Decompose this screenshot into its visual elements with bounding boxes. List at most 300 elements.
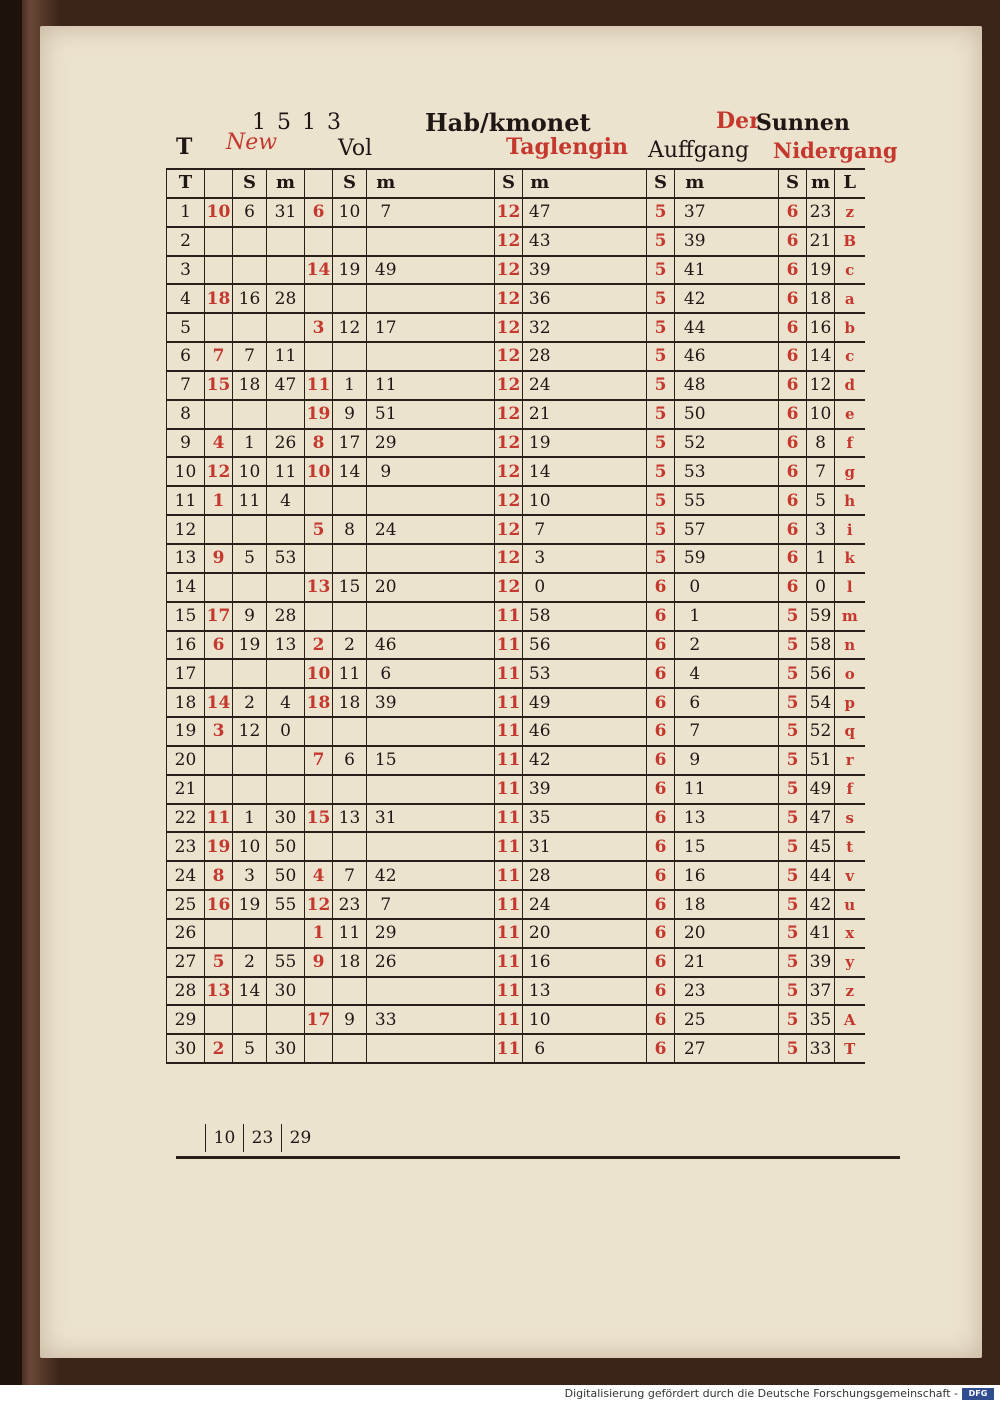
new-heading: New <box>226 130 278 155</box>
value-cell: 30 <box>267 1034 305 1063</box>
value-cell <box>267 227 305 256</box>
day-cell: 15 <box>167 602 205 631</box>
value-cell: 11 <box>305 371 333 400</box>
spacer-cell <box>715 515 779 544</box>
value-cell <box>305 977 333 1006</box>
table-row <box>167 804 865 833</box>
value-cell: 11 <box>495 631 523 660</box>
value-cell: 6 <box>647 775 675 804</box>
value-cell: 12 <box>333 313 367 342</box>
value-cell <box>233 256 267 285</box>
value-cell: 5 <box>779 919 807 948</box>
value-cell: 21 <box>523 400 557 429</box>
value-cell: 15 <box>675 832 715 861</box>
table-row <box>167 429 865 458</box>
value-cell: 57 <box>675 515 715 544</box>
totals-cell: 29 <box>281 1124 319 1152</box>
spacer-cell <box>405 717 495 746</box>
value-cell <box>367 342 405 371</box>
value-cell <box>233 775 267 804</box>
value-cell: 1 <box>205 486 233 515</box>
value-cell: 5 <box>779 631 807 660</box>
value-cell <box>333 602 367 631</box>
value-cell: 42 <box>675 284 715 313</box>
header-cell: S <box>647 169 675 198</box>
value-cell: 6 <box>523 1034 557 1063</box>
value-cell: 52 <box>675 429 715 458</box>
letter-cell: r <box>835 746 865 775</box>
value-cell: 11 <box>495 717 523 746</box>
value-cell <box>333 977 367 1006</box>
value-cell <box>233 400 267 429</box>
value-cell: 33 <box>367 1005 405 1034</box>
value-cell: 56 <box>807 659 835 688</box>
value-cell: 0 <box>267 717 305 746</box>
value-cell <box>305 717 333 746</box>
spacer-cell <box>715 198 779 227</box>
value-cell: 39 <box>675 227 715 256</box>
value-cell <box>205 227 233 256</box>
letter-cell: c <box>835 342 865 371</box>
value-cell: 6 <box>647 919 675 948</box>
value-cell: 2 <box>333 631 367 660</box>
value-cell: 5 <box>779 832 807 861</box>
day-cell: 20 <box>167 746 205 775</box>
spacer-cell <box>405 977 495 1006</box>
value-cell: 4 <box>267 486 305 515</box>
spacer-cell <box>405 515 495 544</box>
spacer-cell <box>405 631 495 660</box>
value-cell: 12 <box>495 227 523 256</box>
spacer-cell <box>405 256 495 285</box>
day-cell: 23 <box>167 832 205 861</box>
value-cell: 47 <box>523 198 557 227</box>
day-cell: 18 <box>167 688 205 717</box>
value-cell: 8 <box>305 429 333 458</box>
spacer-cell <box>557 717 647 746</box>
value-cell: 49 <box>367 256 405 285</box>
table-row <box>167 486 865 515</box>
spacer-cell <box>557 198 647 227</box>
value-cell: 55 <box>675 486 715 515</box>
value-cell <box>205 515 233 544</box>
header-cell <box>715 169 779 198</box>
value-cell: 5 <box>205 948 233 977</box>
letter-cell: l <box>835 573 865 602</box>
spacer-cell <box>715 573 779 602</box>
value-cell: 30 <box>267 804 305 833</box>
day-cell: 26 <box>167 919 205 948</box>
value-cell <box>267 775 305 804</box>
der-heading: Der <box>716 108 761 134</box>
table-row <box>167 457 865 486</box>
value-cell: 7 <box>305 746 333 775</box>
value-cell: 7 <box>807 457 835 486</box>
value-cell: 18 <box>675 890 715 919</box>
value-cell: 11 <box>233 486 267 515</box>
value-cell: 14 <box>333 457 367 486</box>
table-row <box>167 515 865 544</box>
day-cell: 14 <box>167 573 205 602</box>
value-cell: 6 <box>647 804 675 833</box>
value-cell <box>367 832 405 861</box>
value-cell: 12 <box>495 313 523 342</box>
value-cell <box>333 342 367 371</box>
value-cell: 47 <box>267 371 305 400</box>
spacer-cell <box>557 1005 647 1034</box>
value-cell: 20 <box>367 573 405 602</box>
spacer-cell <box>557 284 647 313</box>
value-cell: 18 <box>333 688 367 717</box>
value-cell: 37 <box>807 977 835 1006</box>
value-cell: 6 <box>779 284 807 313</box>
calendar-table <box>166 168 865 1064</box>
spacer-cell <box>715 1034 779 1063</box>
value-cell: 18 <box>305 688 333 717</box>
spacer-cell <box>405 284 495 313</box>
value-cell: 6 <box>779 227 807 256</box>
value-cell: 5 <box>305 515 333 544</box>
value-cell: 31 <box>367 804 405 833</box>
letter-cell: h <box>835 486 865 515</box>
value-cell <box>233 573 267 602</box>
value-cell <box>305 486 333 515</box>
value-cell: 17 <box>305 1005 333 1034</box>
spacer-cell <box>405 313 495 342</box>
value-cell: 6 <box>779 400 807 429</box>
value-cell: 11 <box>495 602 523 631</box>
day-cell: 25 <box>167 890 205 919</box>
value-cell: 51 <box>367 400 405 429</box>
value-cell <box>267 659 305 688</box>
value-cell: 5 <box>779 717 807 746</box>
header-cell: m <box>367 169 405 198</box>
totals-row <box>205 1124 319 1152</box>
year-heading: 1 5 1 3 <box>252 110 343 135</box>
value-cell: 17 <box>367 313 405 342</box>
letter-cell: b <box>835 313 865 342</box>
value-cell: 16 <box>675 861 715 890</box>
table-row <box>167 1005 865 1034</box>
value-cell: 8 <box>807 429 835 458</box>
spacer-cell <box>405 890 495 919</box>
table-row <box>167 256 865 285</box>
value-cell: 49 <box>523 688 557 717</box>
spacer-cell <box>557 371 647 400</box>
table-row <box>167 1034 865 1063</box>
value-cell: 12 <box>495 486 523 515</box>
value-cell <box>333 832 367 861</box>
value-cell: 23 <box>807 198 835 227</box>
value-cell: 28 <box>523 861 557 890</box>
value-cell: 19 <box>807 256 835 285</box>
value-cell: 39 <box>523 256 557 285</box>
value-cell <box>333 227 367 256</box>
day-cell: 7 <box>167 371 205 400</box>
spacer-cell <box>557 544 647 573</box>
value-cell: 15 <box>333 573 367 602</box>
value-cell: 11 <box>495 746 523 775</box>
value-cell: 12 <box>205 457 233 486</box>
spacer-cell <box>557 688 647 717</box>
value-cell <box>367 544 405 573</box>
value-cell: 18 <box>333 948 367 977</box>
table-row <box>167 861 865 890</box>
value-cell: 31 <box>267 198 305 227</box>
letter-cell: c <box>835 256 865 285</box>
value-cell: 53 <box>523 659 557 688</box>
value-cell <box>205 256 233 285</box>
value-cell: 7 <box>233 342 267 371</box>
value-cell: 12 <box>495 573 523 602</box>
value-cell: 6 <box>647 890 675 919</box>
value-cell: 49 <box>807 775 835 804</box>
value-cell: 12 <box>495 198 523 227</box>
value-cell: 15 <box>367 746 405 775</box>
spacer-cell <box>715 688 779 717</box>
value-cell <box>205 919 233 948</box>
value-cell: 9 <box>367 457 405 486</box>
value-cell: 3 <box>305 313 333 342</box>
value-cell: 8 <box>205 861 233 890</box>
spacer-cell <box>715 717 779 746</box>
value-cell: 36 <box>523 284 557 313</box>
value-cell: 2 <box>305 631 333 660</box>
spacer-cell <box>405 342 495 371</box>
day-cell: 13 <box>167 544 205 573</box>
table-row <box>167 631 865 660</box>
spacer-cell <box>557 342 647 371</box>
value-cell <box>205 400 233 429</box>
value-cell: 6 <box>647 631 675 660</box>
totals-cell: 23 <box>243 1124 281 1152</box>
day-cell: 1 <box>167 198 205 227</box>
value-cell: 12 <box>233 717 267 746</box>
value-cell: 11 <box>495 1005 523 1034</box>
spacer-cell <box>715 832 779 861</box>
value-cell: 5 <box>779 746 807 775</box>
value-cell <box>305 284 333 313</box>
letter-cell: s <box>835 804 865 833</box>
value-cell: 19 <box>333 256 367 285</box>
day-cell: 30 <box>167 1034 205 1063</box>
value-cell: 53 <box>675 457 715 486</box>
value-cell: 16 <box>233 284 267 313</box>
spacer-cell <box>557 573 647 602</box>
value-cell: 16 <box>807 313 835 342</box>
value-cell: 5 <box>779 775 807 804</box>
value-cell: 16 <box>205 890 233 919</box>
spacer-cell <box>557 256 647 285</box>
value-cell: 23 <box>333 890 367 919</box>
value-cell: 5 <box>647 227 675 256</box>
value-cell: 6 <box>779 198 807 227</box>
table-row <box>167 717 865 746</box>
value-cell <box>205 1005 233 1034</box>
value-cell: 11 <box>333 659 367 688</box>
value-cell: 5 <box>647 342 675 371</box>
letter-cell: o <box>835 659 865 688</box>
header-cell: L <box>835 169 865 198</box>
spacer-cell <box>715 919 779 948</box>
value-cell <box>333 717 367 746</box>
letter-cell: B <box>835 227 865 256</box>
value-cell: 50 <box>267 861 305 890</box>
value-cell <box>333 486 367 515</box>
value-cell <box>267 919 305 948</box>
value-cell: 19 <box>205 832 233 861</box>
value-cell: 18 <box>233 371 267 400</box>
day-cell: 6 <box>167 342 205 371</box>
spacer-cell <box>557 832 647 861</box>
value-cell: 1 <box>233 429 267 458</box>
letter-cell: p <box>835 688 865 717</box>
day-cell: 28 <box>167 977 205 1006</box>
value-cell: 6 <box>233 198 267 227</box>
value-cell: 6 <box>205 631 233 660</box>
value-cell: 14 <box>807 342 835 371</box>
spacer-cell <box>405 659 495 688</box>
value-cell: 7 <box>333 861 367 890</box>
value-cell: 11 <box>495 861 523 890</box>
value-cell: 6 <box>779 429 807 458</box>
value-cell: 5 <box>647 429 675 458</box>
table-header-row <box>167 169 865 198</box>
value-cell: 17 <box>205 602 233 631</box>
value-cell: 6 <box>647 659 675 688</box>
table-row <box>167 832 865 861</box>
value-cell: 25 <box>675 1005 715 1034</box>
value-cell: 11 <box>495 890 523 919</box>
spacer-cell <box>557 775 647 804</box>
value-cell <box>205 573 233 602</box>
value-cell <box>233 919 267 948</box>
spacer-cell <box>715 400 779 429</box>
spacer-cell <box>557 1034 647 1063</box>
value-cell: 41 <box>675 256 715 285</box>
spacer-cell <box>405 861 495 890</box>
header-cell <box>205 169 233 198</box>
table-row <box>167 688 865 717</box>
value-cell: 19 <box>305 400 333 429</box>
value-cell: 13 <box>333 804 367 833</box>
day-cell: 12 <box>167 515 205 544</box>
header-cell <box>405 169 495 198</box>
value-cell: 19 <box>233 890 267 919</box>
value-cell: 31 <box>523 832 557 861</box>
letter-cell: f <box>835 775 865 804</box>
value-cell: 45 <box>807 832 835 861</box>
value-cell: 6 <box>779 486 807 515</box>
value-cell: 17 <box>333 429 367 458</box>
value-cell: 6 <box>779 313 807 342</box>
letter-cell: n <box>835 631 865 660</box>
value-cell: 9 <box>675 746 715 775</box>
value-cell: 10 <box>233 832 267 861</box>
letter-cell: v <box>835 861 865 890</box>
value-cell: 13 <box>675 804 715 833</box>
value-cell: 1 <box>675 602 715 631</box>
value-cell: 48 <box>675 371 715 400</box>
value-cell: 50 <box>267 832 305 861</box>
value-cell: 26 <box>367 948 405 977</box>
value-cell: 13 <box>305 573 333 602</box>
value-cell: 43 <box>523 227 557 256</box>
value-cell <box>205 775 233 804</box>
value-cell: 4 <box>305 861 333 890</box>
spacer-cell <box>715 486 779 515</box>
day-cell: 21 <box>167 775 205 804</box>
value-cell <box>367 1034 405 1063</box>
value-cell: 42 <box>807 890 835 919</box>
spacer-cell <box>715 890 779 919</box>
value-cell: 0 <box>675 573 715 602</box>
value-cell: 5 <box>779 890 807 919</box>
value-cell: 51 <box>807 746 835 775</box>
value-cell: 5 <box>779 688 807 717</box>
value-cell <box>267 573 305 602</box>
spacer-cell <box>405 948 495 977</box>
value-cell: 12 <box>807 371 835 400</box>
letter-cell: f <box>835 429 865 458</box>
value-cell: 6 <box>647 688 675 717</box>
value-cell: 11 <box>205 804 233 833</box>
value-cell: 6 <box>647 1005 675 1034</box>
value-cell: 0 <box>807 573 835 602</box>
value-cell: 6 <box>647 602 675 631</box>
value-cell: 20 <box>675 919 715 948</box>
value-cell: 6 <box>675 688 715 717</box>
value-cell: 11 <box>495 948 523 977</box>
value-cell: 9 <box>233 602 267 631</box>
spacer-cell <box>715 775 779 804</box>
value-cell: 58 <box>807 631 835 660</box>
table-row <box>167 227 865 256</box>
spacer-cell <box>405 746 495 775</box>
value-cell <box>367 977 405 1006</box>
value-cell <box>305 544 333 573</box>
value-cell <box>305 1034 333 1063</box>
spacer-cell <box>557 313 647 342</box>
day-cell: 19 <box>167 717 205 746</box>
table-row <box>167 977 865 1006</box>
table-row <box>167 659 865 688</box>
spacer-cell <box>557 400 647 429</box>
value-cell: 6 <box>779 515 807 544</box>
value-cell: 12 <box>495 371 523 400</box>
spacer-cell <box>405 371 495 400</box>
header-cell: S <box>779 169 807 198</box>
letter-cell: t <box>835 832 865 861</box>
spacer-cell <box>715 977 779 1006</box>
value-cell: 39 <box>523 775 557 804</box>
value-cell: 10 <box>305 457 333 486</box>
value-cell <box>267 1005 305 1034</box>
value-cell: 10 <box>523 486 557 515</box>
footer-credit: Digitalisierung gefördert durch die Deutsche Forschungsgemeinschaft - <box>564 1387 958 1400</box>
value-cell: 7 <box>367 198 405 227</box>
value-cell: 24 <box>523 890 557 919</box>
spacer-cell <box>405 832 495 861</box>
value-cell: 7 <box>675 717 715 746</box>
header-cell: S <box>233 169 267 198</box>
value-cell: 7 <box>367 890 405 919</box>
value-cell: 35 <box>807 1005 835 1034</box>
spacer-cell <box>715 804 779 833</box>
footer-bar <box>0 1385 1000 1403</box>
value-cell <box>233 746 267 775</box>
value-cell: 9 <box>205 544 233 573</box>
